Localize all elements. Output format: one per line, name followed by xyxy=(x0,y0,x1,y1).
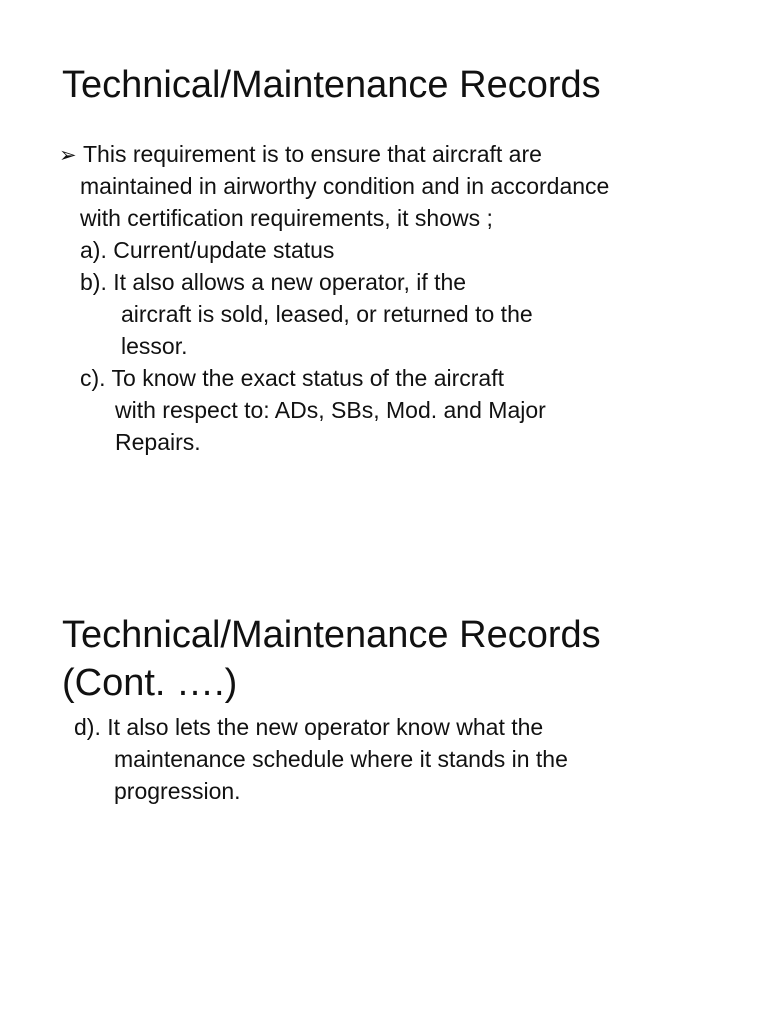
list-item-d-continuation: progression. xyxy=(114,778,241,804)
arrow-bullet-icon: ➢ xyxy=(59,143,77,167)
slide-title xyxy=(62,611,601,707)
slide-title-line: Technical/Maintenance Records xyxy=(62,614,601,656)
bullet-text-continuation: with certification requirements, it shows ; xyxy=(80,205,493,231)
slide-title: Technical/Maintenance Records xyxy=(62,64,601,106)
list-item-b: b). It also allows a new operator, if the xyxy=(80,269,467,295)
list-item-c-continuation: Repairs. xyxy=(115,429,201,455)
list-item-d: d). It also lets the new operator know what the xyxy=(74,714,544,740)
list-item-b-continuation: lessor. xyxy=(121,333,188,359)
bullet-text-continuation: maintained in airworthy condition and in accordance xyxy=(80,173,610,199)
list-item-c: c). To know the exact status of the aircraft xyxy=(80,365,504,391)
list-item-a: a). Current/update status xyxy=(80,237,335,263)
list-item-c-continuation: with respect to: ADs, SBs, Mod. and Major xyxy=(115,397,546,423)
slide-title-line: (Cont. ….) xyxy=(62,662,238,704)
list-item-d-continuation: maintenance schedule where it stands in the xyxy=(114,746,568,772)
bullet-text: This requirement is to ensure that aircraft are xyxy=(83,141,542,167)
list-item-b-continuation: aircraft is sold, leased, or returned to the xyxy=(121,301,533,327)
slide-2 xyxy=(0,512,768,1024)
bullet-paragraph-line xyxy=(59,138,542,171)
